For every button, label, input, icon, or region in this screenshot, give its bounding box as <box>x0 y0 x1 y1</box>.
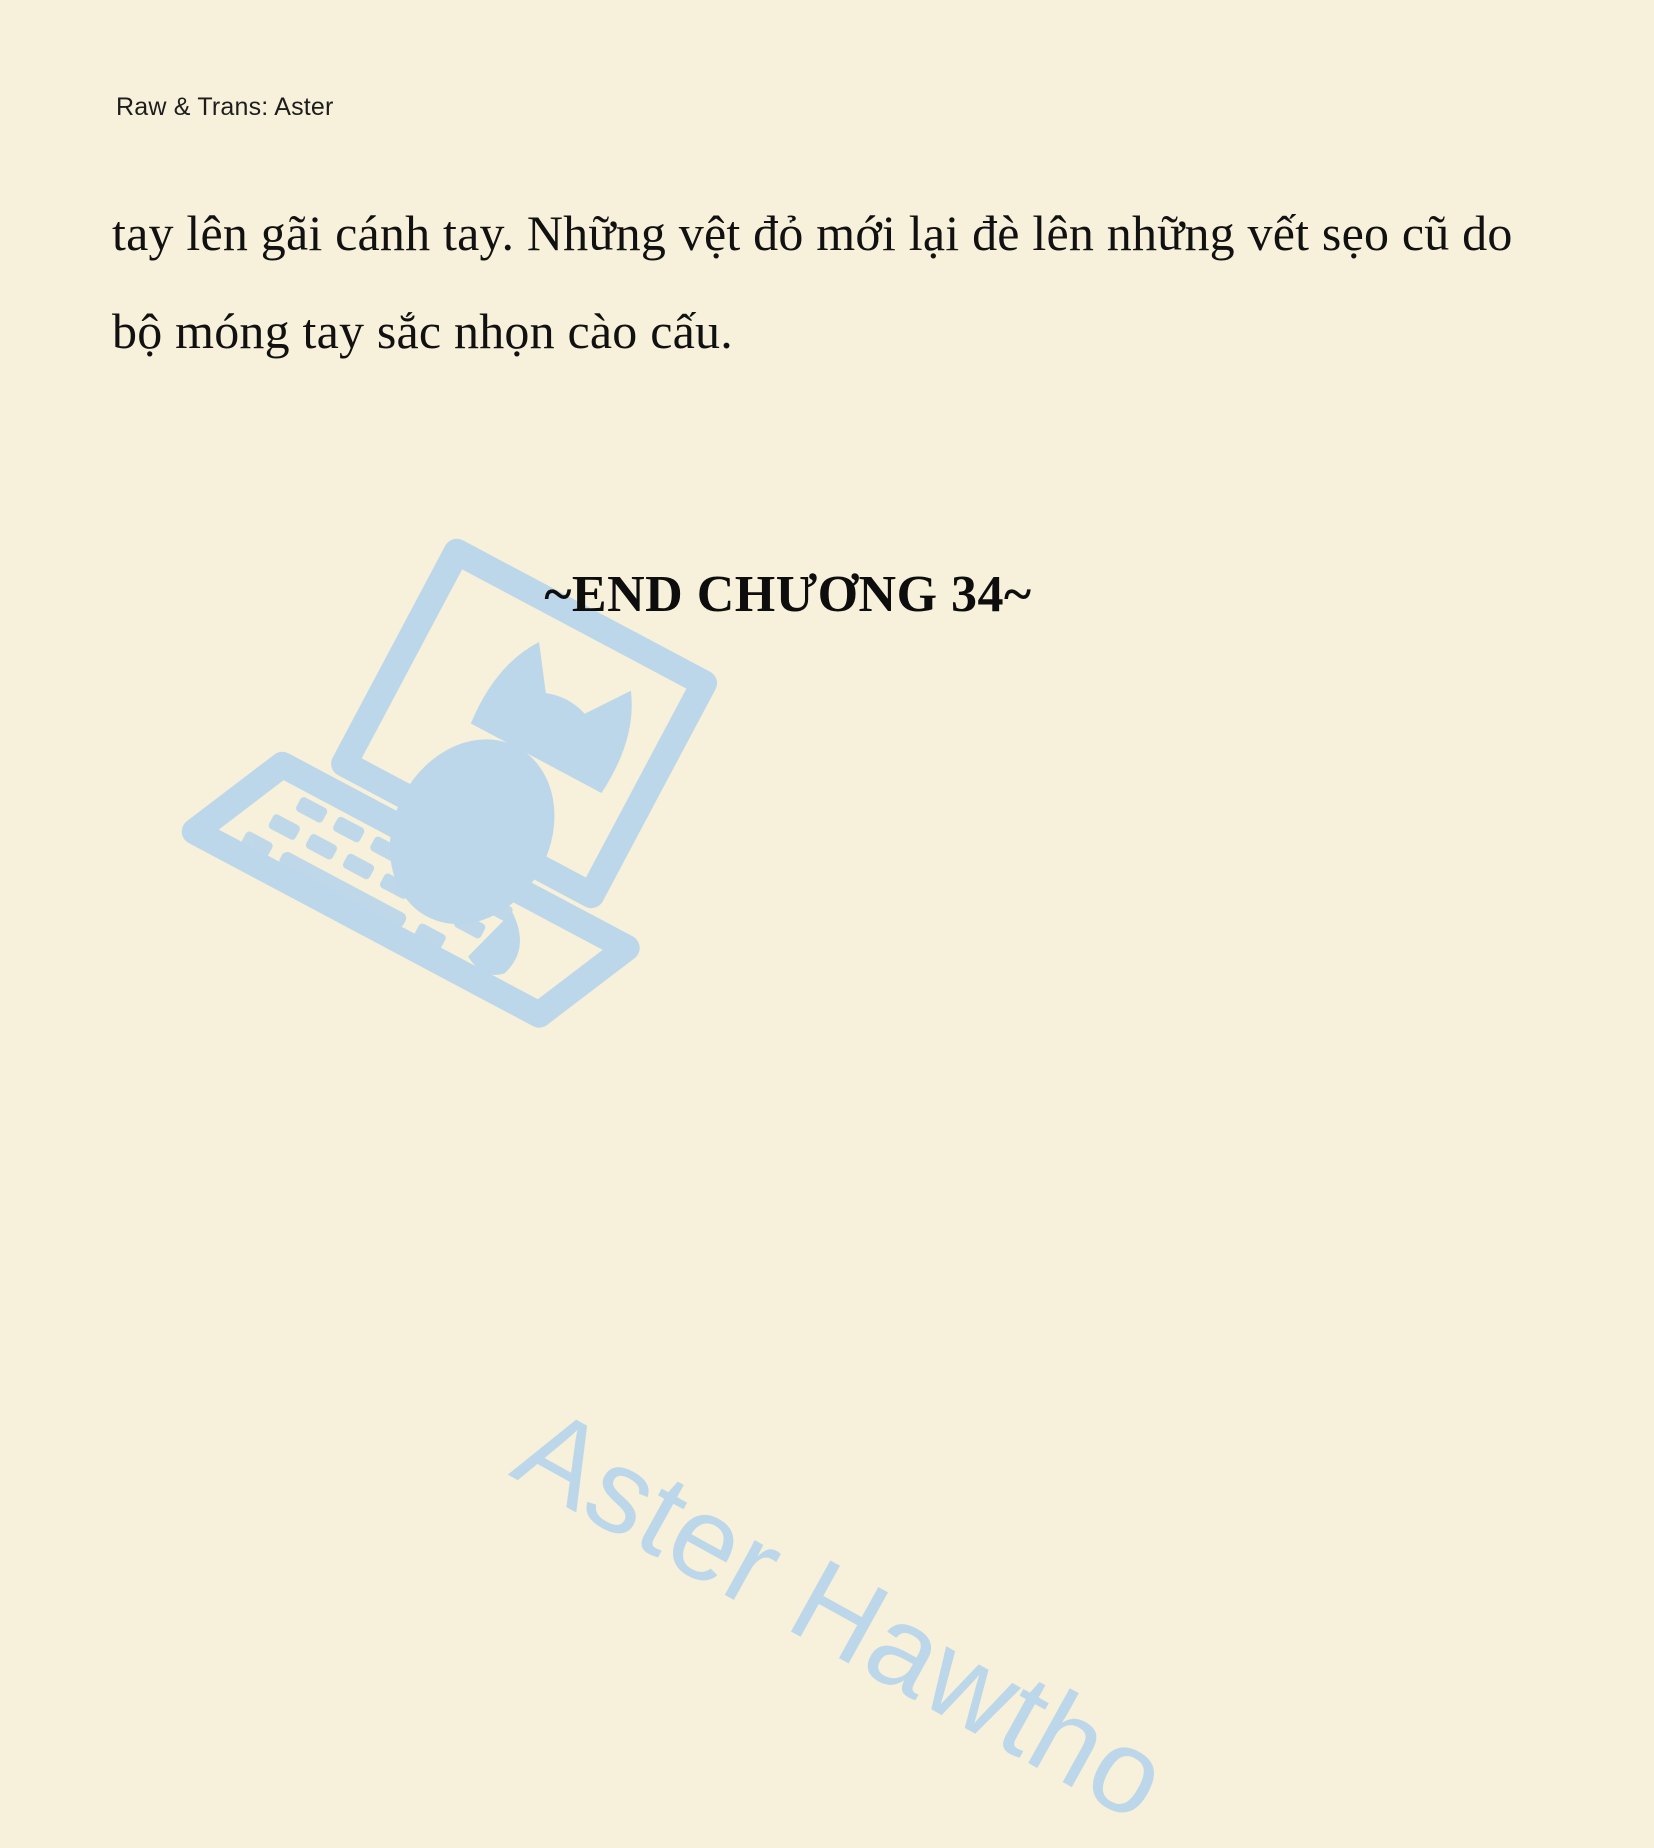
chapter-end-label: ~END CHƯƠNG 34~ <box>544 566 1032 623</box>
chapter-end-marker <box>0 565 1654 624</box>
watermark-text: Aster Hawtho <box>495 1381 1190 1847</box>
translator-credit: Raw & Trans: Aster <box>116 93 334 121</box>
cat-on-laptop-icon <box>108 428 811 1131</box>
chapter-paragraph: tay lên gãi cánh tay. Những vệt đỏ mới lại đè lên những vết sẹo cũ do bộ móng tay sắc nhọn cào cấu. <box>112 205 1513 359</box>
watermark <box>190 500 1390 1847</box>
